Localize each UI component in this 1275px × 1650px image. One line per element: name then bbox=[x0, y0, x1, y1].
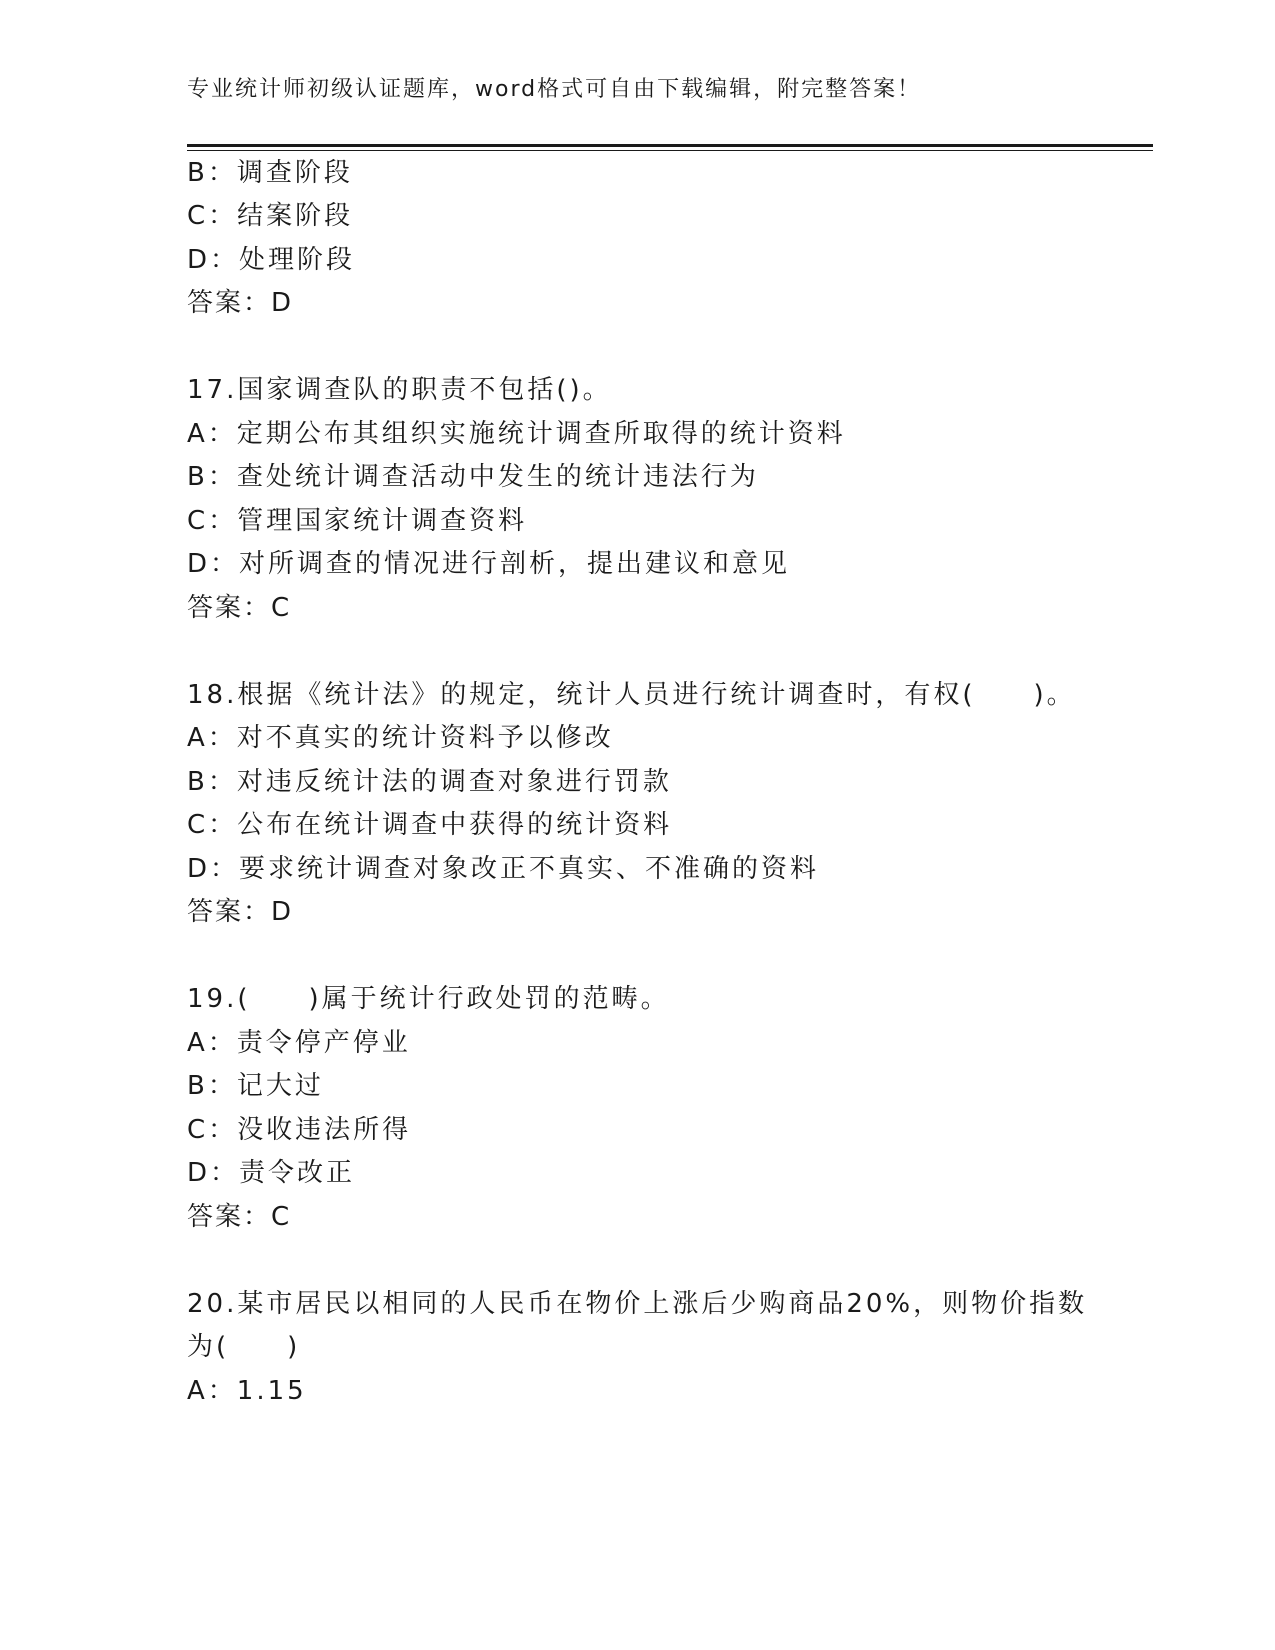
question-title-continued: 为( ) bbox=[187, 1332, 301, 1362]
header-rule-thin bbox=[187, 150, 1153, 151]
option-line: C：管理国家统计调查资料 bbox=[187, 506, 528, 536]
option-line: A：对不真实的统计资料予以修改 bbox=[187, 723, 614, 753]
option-line: B：记大过 bbox=[187, 1071, 324, 1101]
answer-line: 答案：C bbox=[187, 593, 292, 623]
option-line: C：公布在统计调查中获得的统计资料 bbox=[187, 810, 673, 840]
option-line: D：责令改正 bbox=[187, 1158, 356, 1188]
option-line: B：查处统计调查活动中发生的统计违法行为 bbox=[187, 462, 759, 492]
answer-line: 答案：C bbox=[187, 1202, 292, 1232]
answer-line: 答案：D bbox=[187, 288, 294, 318]
option-line: C：结案阶段 bbox=[187, 201, 354, 231]
option-line: A：责令停产停业 bbox=[187, 1028, 411, 1058]
option-line: D：要求统计调查对象改正不真实、不准确的资料 bbox=[187, 854, 820, 884]
answer-line: 答案：D bbox=[187, 897, 294, 927]
question-title: 17.国家调查队的职责不包括()。 bbox=[187, 375, 612, 405]
option-line: B：调查阶段 bbox=[187, 158, 353, 188]
option-line: B：对违反统计法的调查对象进行罚款 bbox=[187, 767, 672, 797]
page-header: 专业统计师初级认证题库，word格式可自由下载编辑，附完整答案！ bbox=[187, 77, 922, 102]
header-rule-thick bbox=[187, 144, 1153, 147]
question-title: 18.根据《统计法》的规定，统计人员进行统计调查时，有权( )。 bbox=[187, 680, 1076, 710]
question-title: 19.( )属于统计行政处罚的范畴。 bbox=[187, 984, 670, 1014]
question-title: 20.某市居民以相同的人民币在物价上涨后少购商品20%，则物价指数 bbox=[187, 1289, 1088, 1319]
option-line: C：没收违法所得 bbox=[187, 1115, 412, 1145]
option-line: D：处理阶段 bbox=[187, 245, 356, 275]
option-line: A：1.15 bbox=[187, 1376, 307, 1406]
option-line: D：对所调查的情况进行剖析，提出建议和意见 bbox=[187, 549, 791, 579]
option-line: A：定期公布其组织实施统计调查所取得的统计资料 bbox=[187, 419, 846, 449]
